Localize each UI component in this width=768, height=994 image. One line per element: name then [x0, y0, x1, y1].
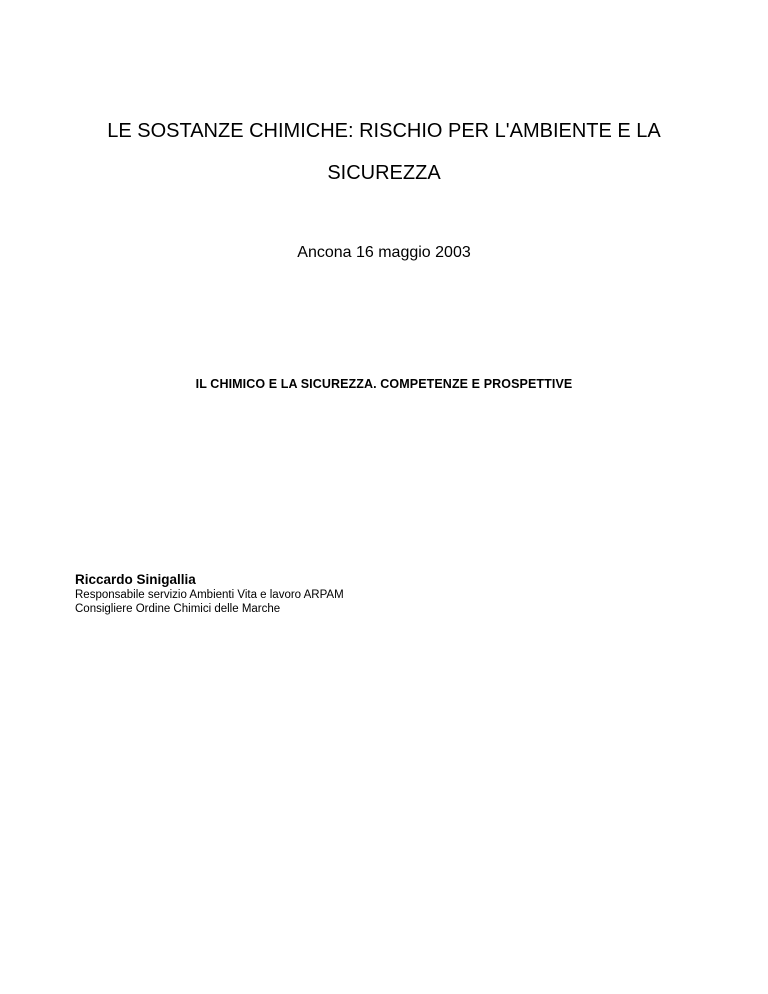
author-name: Riccardo Sinigallia	[75, 572, 196, 587]
author-role-2: Consigliere Ordine Chimici delle Marche	[75, 603, 281, 615]
author-role-1: Responsabile servizio Ambienti Vita e lavoro ARPAM	[75, 589, 344, 601]
author-block	[75, 571, 344, 616]
document-title-line-2: SICUREZZA	[327, 162, 441, 184]
talk-title: IL CHIMICO E LA SICUREZZA. COMPETENZE E PROSPETTIVE	[195, 377, 573, 391]
document-title-line-1: LE SOSTANZE CHIMICHE: RISCHIO PER L'AMBIENTE E LA	[107, 120, 661, 142]
event-date: Ancona 16 maggio 2003	[297, 244, 471, 261]
